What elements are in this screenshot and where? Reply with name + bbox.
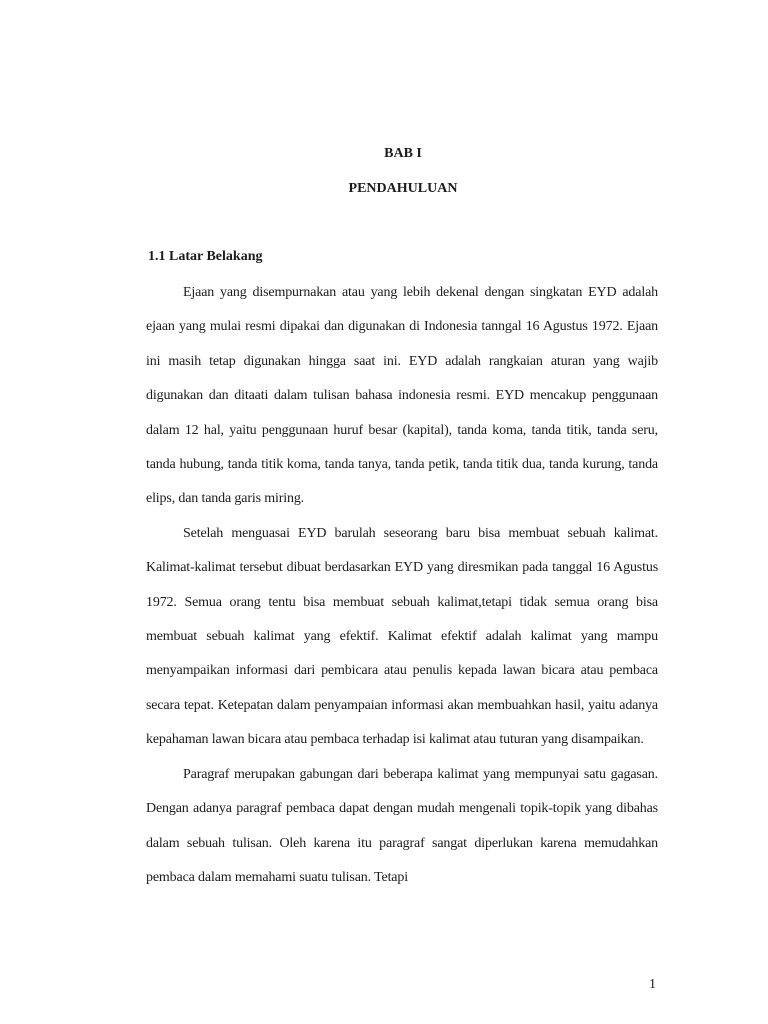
paragraph-3: Paragraf merupakan gabungan dari beberapa kalimat yang mempunyai satu gagasan. Dengan adanya paragraf pembaca dapat dengan mudah mengenali topik-topik yang dibahas dalam sebuah tulisan. Oleh karena itu paragraf sangat diperlukan karena memudahkan pembaca dalam memahami suatu tulisan. Tetapi: [146, 766, 658, 885]
chapter-number: BAB I: [384, 146, 422, 161]
page-number: 1: [649, 977, 656, 992]
body-text: [146, 276, 658, 895]
chapter-title: PENDAHULUAN: [348, 181, 458, 196]
paragraph-2: Setelah menguasai EYD barulah seseorang baru bisa membuat sebuah kalimat. Kalimat-kalimat tersebut dibuat berdasarkan EYD yang diresmikan pada tanggal 16 Agustus 1972. Semua orang tentu bisa membuat sebuah kalimat,tetapi tidak semua orang bisa membuat sebuah kalimat yang efektif. Kalimat efektif adalah kalimat yang mampu menyampaikan informasi dari pembicara atau penulis kepada lawan bicara atau pembaca secara tepat. Ketepatan dalam penyampaian informasi akan membuahkan hasil, yaitu adanya kepahaman lawan bicara atau pembaca terhadap isi kalimat atau tuturan yang disampaikan.: [146, 525, 658, 748]
section-heading: 1.1 Latar Belakang: [148, 249, 263, 264]
paragraph-1: Ejaan yang disempurnakan atau yang lebih dekenal dengan singkatan EYD adalah ejaan yang mulai resmi dipakai dan digunakan di Indonesia tanngal 16 Agustus 1972. Ejaan ini masih tetap digunakan hingga saat ini. EYD adalah rangkaian aturan yang wajib digunakan dan ditaati dalam tulisan bahasa indonesia resmi. EYD mencakup penggunaan dalam 12 hal, yaitu penggunaan huruf besar (kapital), tanda koma, tanda titik, tanda seru, tanda hubung, tanda titik koma, tanda tanya, tanda petik, tanda titik dua, tanda kurung, tanda elips, dan tanda garis miring.: [146, 285, 658, 507]
